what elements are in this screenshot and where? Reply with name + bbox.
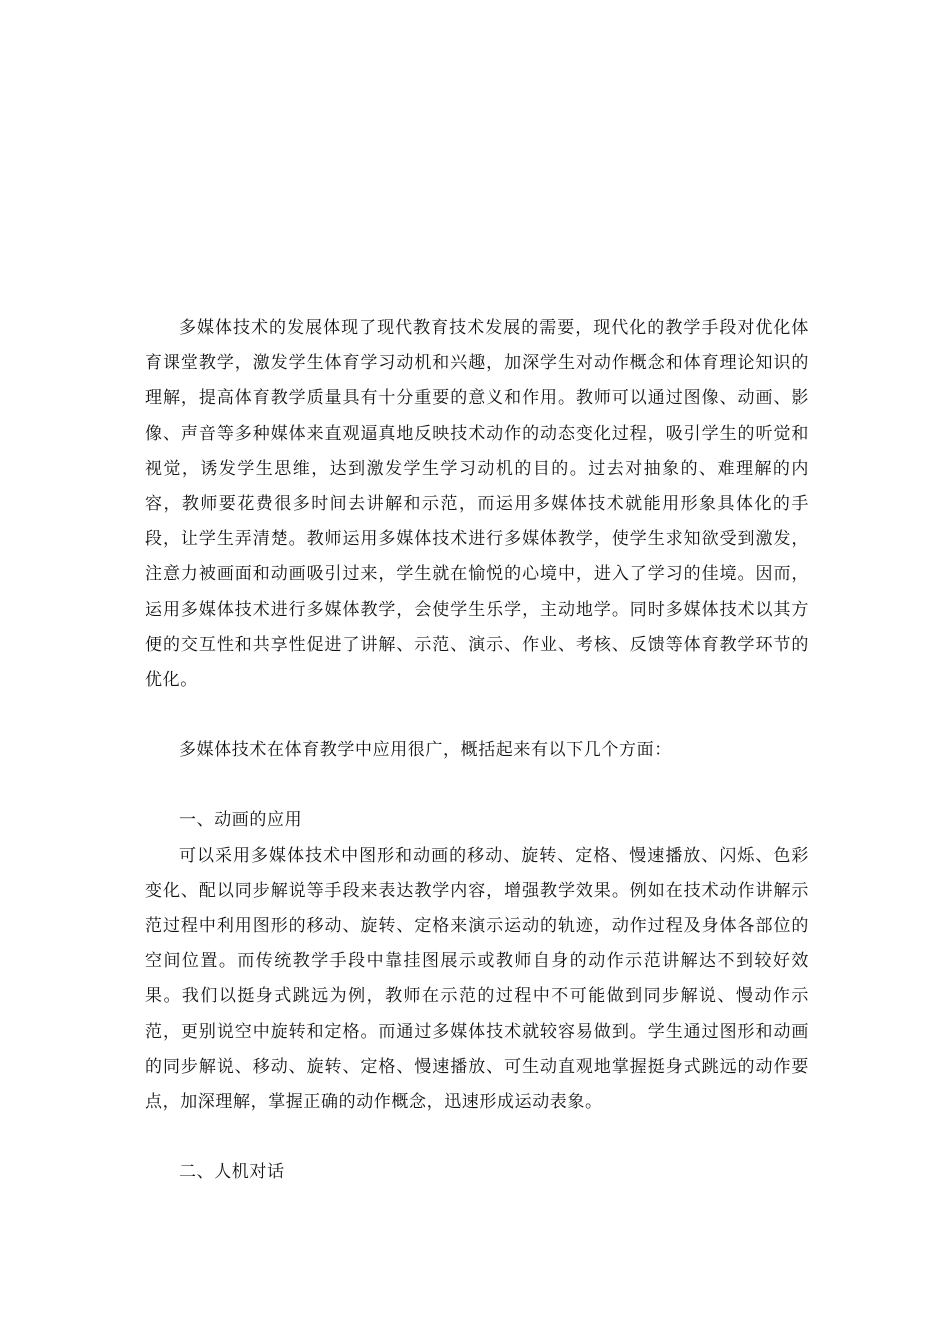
section-heading-dialogue: 二、人机对话	[179, 1162, 285, 1183]
document-body	[145, 311, 809, 1190]
paragraph-spacer	[145, 768, 809, 803]
paragraph-spacer	[145, 698, 809, 733]
paragraph-intro: 多媒体技术的发展体现了现代教育技术发展的需要，现代化的教学手段对优化体育课堂教学，激发学生体育学习动机和兴趣，加深学生对动作概念和体育理论知识的理解，提高体育教学质量具有十分重要的意义和作用。教师可以通过图像、动画、影像、声音等多种媒体来直观逼真地反映技术动作的动态变化过程，吸引学生的听觉和视觉，诱发学生思维，达到激发学生学习动机的目的。过去对抽象的、难理解的内容，教师要花费很多时间去讲解和示范，而运用多媒体技术就能用形象具体化的手段，让学生弄清楚。教师运用多媒体技术进行多媒体教学，使学生求知欲受到激发，注意力被画面和动画吸引过来，学生就在愉悦的心境中，进入了学习的佳境。因而，运用多媒体技术进行多媒体教学，会使学生乐学，主动地学。同时多媒体技术以其方便的交互性和共享性促进了讲解、示范、演示、作业、考核、反馈等体育教学环节的优化。	[145, 318, 809, 691]
paragraph-spacer	[145, 1120, 809, 1155]
paragraph-overview: 多媒体技术在体育教学中应用很广，概括起来有以下几个方面：	[179, 740, 672, 761]
paragraph-animation: 可以采用多媒体技术中图形和动画的移动、旋转、定格、慢速播放、闪烁、色彩变化、配以同步解说等手段来表达教学内容，增强教学效果。例如在技术动作讲解示范过程中利用图形的移动、旋转、定格来演示运动的轨迹，动作过程及身体各部位的空间位置。而传统教学手段中靠挂图展示或教师自身的动作示范讲解达不到较好效果。我们以挺身式跳远为例，教师在示范的过程中不可能做到同步解说、慢动作示范，更别说空中旋转和定格。而通过多媒体技术就较容易做到。学生通过图形和动画的同步解说、移动、旋转、定格、慢速播放、可生动直观地掌握挺身式跳远的动作要点，加深理解，掌握正确的动作概念，迅速形成运动表象。	[145, 845, 809, 1113]
section-heading-animation: 一、动画的应用	[179, 810, 303, 831]
